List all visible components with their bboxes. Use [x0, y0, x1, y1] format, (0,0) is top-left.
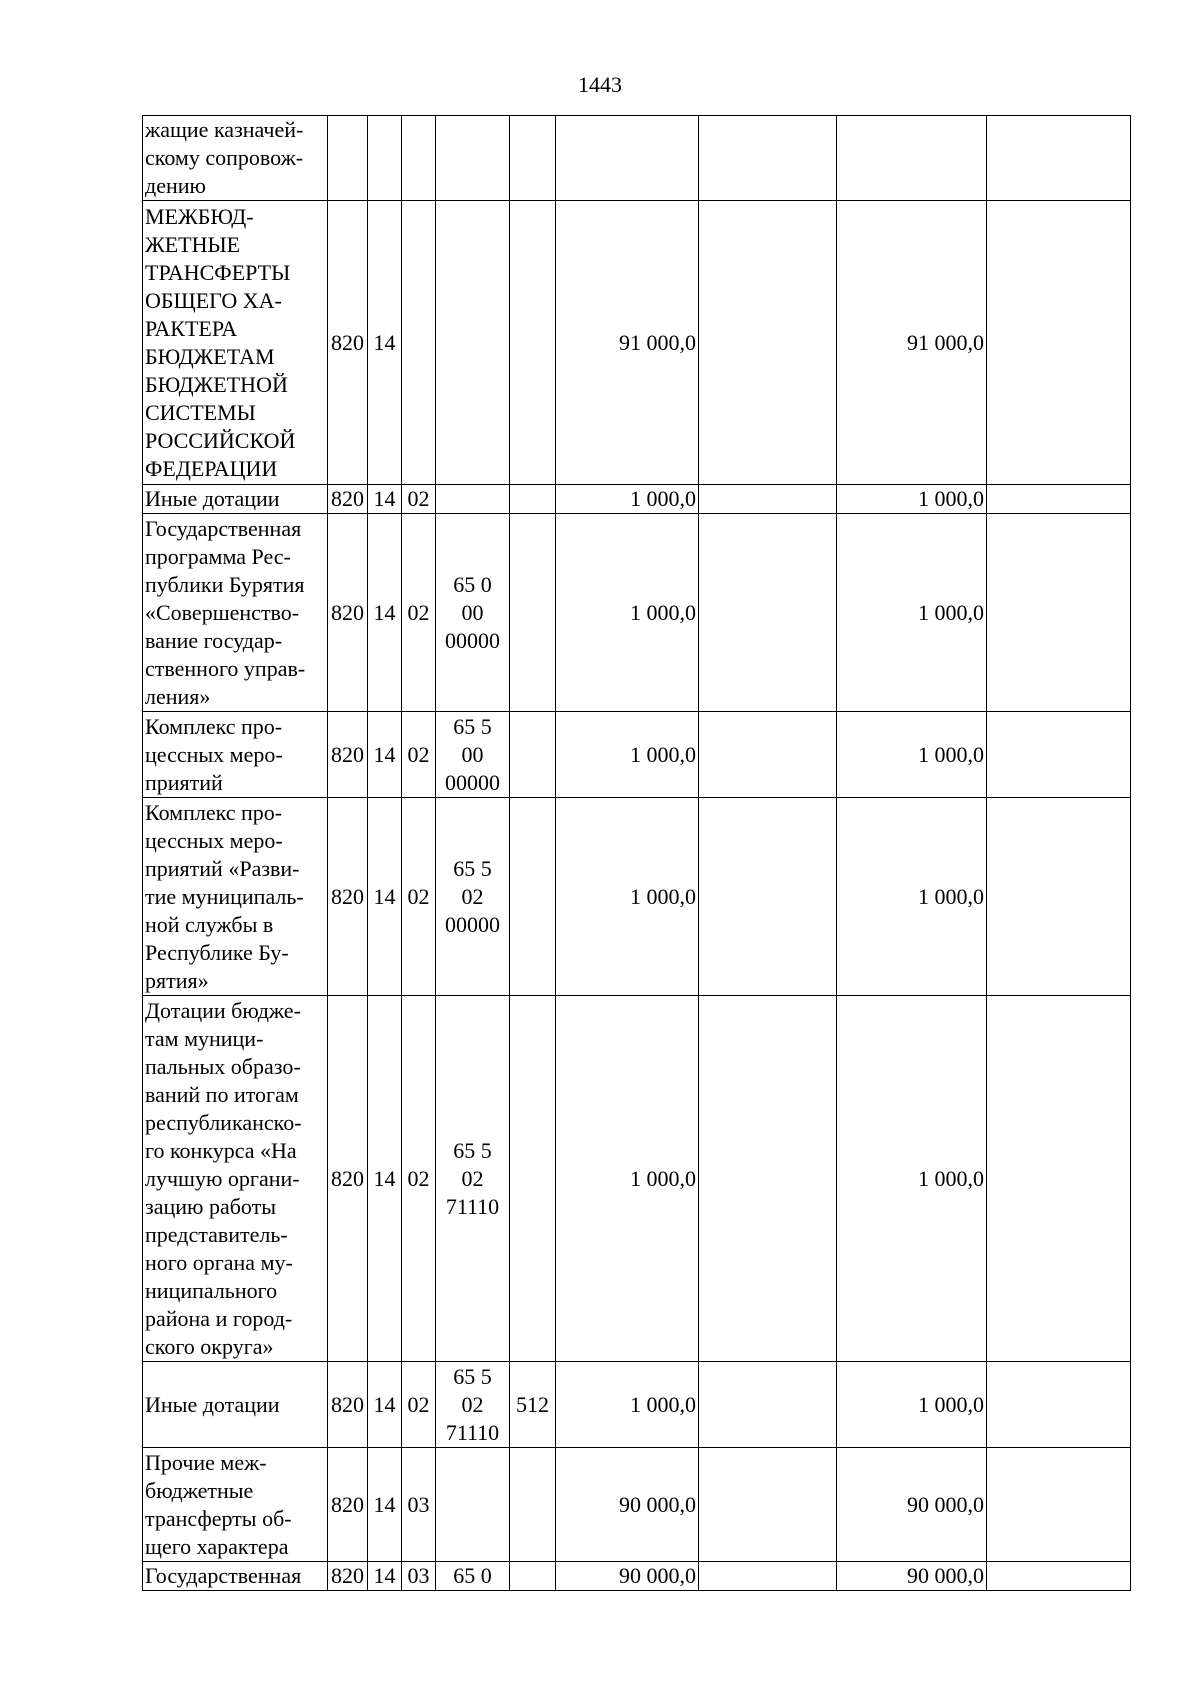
name-line: тие муниципаль-: [145, 883, 304, 909]
row-name-cell: [143, 116, 328, 201]
name-line: Государственная: [145, 1563, 302, 1588]
row-name-cell: [143, 712, 328, 798]
pr-cell: 02: [402, 1362, 436, 1448]
col-7-cell: [699, 485, 837, 514]
vr-cell: [510, 514, 556, 712]
name-line: лучшую органи-: [145, 1165, 300, 1191]
sum-1-cell: [556, 116, 699, 201]
name-line: Республике Бу-: [145, 939, 289, 965]
page-number: 1443: [578, 72, 622, 97]
vr-cell: [510, 1562, 556, 1591]
col-7-cell: [699, 116, 837, 201]
col-9-cell: [987, 712, 1131, 798]
sum-1-cell: 1 000,0: [556, 712, 699, 798]
name-line: ФЕДЕРАЦИИ: [145, 455, 278, 481]
csr-line: 02: [461, 1165, 484, 1191]
name-line: МЕЖБЮД-: [145, 203, 254, 229]
rz-cell: 14: [368, 201, 402, 485]
pr-cell: 02: [402, 996, 436, 1362]
row-name-cell: [143, 1362, 328, 1448]
col-7-cell: [699, 798, 837, 996]
sum-2-cell: 1 000,0: [837, 996, 987, 1362]
col-7-cell: [699, 996, 837, 1362]
name-line: рятия»: [145, 967, 209, 993]
name-line: Комплекс про-: [145, 799, 283, 825]
col-9-cell: [987, 798, 1131, 996]
vr-cell: [510, 485, 556, 514]
vr-cell: [510, 798, 556, 996]
pr-cell: 03: [402, 1448, 436, 1562]
name-line: Государственная: [145, 515, 302, 541]
ved-cell: [328, 116, 368, 201]
rz-cell: 14: [368, 798, 402, 996]
name-line: Иные дотации: [145, 1391, 280, 1417]
name-line: Иные дотации: [145, 486, 280, 511]
name-line: ной службы в: [145, 911, 274, 937]
row-name-cell: [143, 514, 328, 712]
name-line: ственного управ-: [145, 655, 306, 681]
col-9-cell: [987, 1362, 1131, 1448]
csr-line: 00: [461, 599, 484, 625]
csr-line: 71110: [445, 1193, 500, 1219]
csr-cell: [436, 712, 510, 798]
name-line: зацию работы: [145, 1193, 277, 1219]
name-line: Дотации бюдже-: [145, 997, 301, 1023]
col-7-cell: [699, 712, 837, 798]
sum-1-cell: 1 000,0: [556, 514, 699, 712]
name-line: дению: [145, 173, 206, 198]
col-7-cell: [699, 1362, 837, 1448]
ved-cell: 820: [328, 798, 368, 996]
col-9-cell: [987, 116, 1131, 201]
sum-1-cell: 90 000,0: [556, 1448, 699, 1562]
col-7-cell: [699, 201, 837, 485]
name-line: ваний по итогам: [145, 1081, 299, 1107]
csr-line: 00000: [445, 911, 500, 937]
name-line: скому сопровож-: [145, 145, 304, 170]
csr-cell: [436, 1362, 510, 1448]
ved-cell: 820: [328, 712, 368, 798]
rz-cell: 14: [368, 1562, 402, 1591]
name-line: щего характера: [145, 1533, 289, 1559]
sum-2-cell: 1 000,0: [837, 1362, 987, 1448]
pr-cell: 03: [402, 1562, 436, 1591]
csr-cell: [436, 514, 510, 712]
csr-cell: [436, 201, 510, 485]
col-7-cell: [699, 1562, 837, 1591]
rz-cell: [368, 116, 402, 201]
sum-2-cell: 90 000,0: [837, 1562, 987, 1591]
budget-table: [142, 115, 1131, 1591]
table-row: [143, 798, 1131, 996]
name-line: приятий: [145, 769, 223, 795]
col-7-cell: [699, 1448, 837, 1562]
sum-2-cell: 1 000,0: [837, 514, 987, 712]
sum-1-cell: 1 000,0: [556, 1362, 699, 1448]
csr-cell: [436, 485, 510, 514]
csr-cell: [436, 798, 510, 996]
ved-cell: 820: [328, 1362, 368, 1448]
vr-cell: [510, 712, 556, 798]
pr-cell: [402, 116, 436, 201]
name-line: го конкурса «На: [145, 1137, 297, 1163]
name-line: Прочие меж-: [145, 1449, 267, 1475]
csr-line: 65 0: [453, 1563, 492, 1588]
row-name-cell: [143, 996, 328, 1362]
vr-cell: [510, 1448, 556, 1562]
name-line: там муници-: [145, 1025, 264, 1051]
sum-2-cell: 1 000,0: [837, 712, 987, 798]
vr-cell: [510, 116, 556, 201]
name-line: публики Бурятия: [145, 571, 305, 597]
csr-line: 02: [461, 883, 484, 909]
sum-1-cell: 91 000,0: [556, 201, 699, 485]
pr-cell: 02: [402, 485, 436, 514]
table-row: [143, 1448, 1131, 1562]
name-line: вание государ-: [145, 627, 283, 653]
csr-line: 00000: [445, 627, 500, 653]
table-row: [143, 485, 1131, 514]
name-line: ТРАНСФЕРТЫ: [145, 259, 291, 285]
name-line: БЮДЖЕТАМ: [145, 343, 275, 369]
name-line: цессных меро-: [145, 741, 283, 767]
csr-cell: [436, 1562, 510, 1591]
row-name-cell: [143, 1562, 328, 1591]
name-line: БЮДЖЕТНОЙ: [145, 371, 288, 397]
pr-cell: 02: [402, 798, 436, 996]
csr-line: 71110: [445, 1419, 500, 1445]
rz-cell: 14: [368, 996, 402, 1362]
ved-cell: 820: [328, 996, 368, 1362]
sum-2-cell: 90 000,0: [837, 1448, 987, 1562]
csr-line: 00: [461, 741, 484, 767]
csr-line: 65 5: [453, 1137, 492, 1163]
name-line: бюджетные: [145, 1477, 254, 1503]
name-line: ниципального: [145, 1277, 278, 1303]
csr-line: 65 5: [453, 855, 492, 881]
csr-cell: [436, 116, 510, 201]
csr-line: 65 5: [453, 713, 492, 739]
col-9-cell: [987, 485, 1131, 514]
csr-line: 65 5: [453, 1363, 492, 1389]
csr-cell: [436, 996, 510, 1362]
pr-cell: 02: [402, 712, 436, 798]
table-row: [143, 712, 1131, 798]
ved-cell: 820: [328, 514, 368, 712]
table-row: [143, 1362, 1131, 1448]
ved-cell: 820: [328, 1562, 368, 1591]
name-line: ОБЩЕГО ХА-: [145, 287, 282, 313]
col-9-cell: [987, 996, 1131, 1362]
col-7-cell: [699, 514, 837, 712]
row-name-cell: [143, 201, 328, 485]
csr-line: 02: [461, 1391, 484, 1417]
name-line: жащие казначей-: [145, 117, 304, 142]
table-row: [143, 996, 1131, 1362]
name-line: ного органа му-: [145, 1249, 293, 1275]
name-line: Комплекс про-: [145, 713, 283, 739]
table-row: [143, 1562, 1131, 1591]
name-line: представитель-: [145, 1221, 288, 1247]
rz-cell: 14: [368, 514, 402, 712]
sum-1-cell: 1 000,0: [556, 798, 699, 996]
name-line: района и город-: [145, 1305, 293, 1331]
name-line: ления»: [145, 683, 211, 709]
ved-cell: 820: [328, 485, 368, 514]
rz-cell: 14: [368, 1448, 402, 1562]
sum-1-cell: 1 000,0: [556, 485, 699, 514]
sum-1-cell: 1 000,0: [556, 996, 699, 1362]
name-line: цессных меро-: [145, 827, 283, 853]
vr-cell: 512: [510, 1362, 556, 1448]
ved-cell: 820: [328, 201, 368, 485]
csr-cell: [436, 1448, 510, 1562]
row-name-cell: [143, 485, 328, 514]
name-line: РОССИЙСКОЙ: [145, 427, 296, 453]
table-row: [143, 201, 1131, 485]
name-line: РАКТЕРА: [145, 315, 238, 341]
name-line: республиканско-: [145, 1109, 302, 1135]
table-body: [143, 116, 1131, 1591]
table-row: [143, 514, 1131, 712]
ved-cell: 820: [328, 1448, 368, 1562]
row-name-cell: [143, 1448, 328, 1562]
table-row: [143, 116, 1131, 201]
vr-cell: [510, 996, 556, 1362]
csr-line: 65 0: [453, 571, 492, 597]
vr-cell: [510, 201, 556, 485]
pr-cell: 02: [402, 514, 436, 712]
name-line: «Совершенство-: [145, 599, 300, 625]
rz-cell: 14: [368, 1362, 402, 1448]
name-line: приятий «Разви-: [145, 855, 300, 881]
name-line: СИСТЕМЫ: [145, 399, 256, 425]
rz-cell: 14: [368, 712, 402, 798]
col-9-cell: [987, 201, 1131, 485]
sum-1-cell: 90 000,0: [556, 1562, 699, 1591]
sum-2-cell: 91 000,0: [837, 201, 987, 485]
csr-line: 00000: [445, 769, 500, 795]
name-line: ЖЕТНЫЕ: [145, 231, 241, 257]
name-line: пальных образо-: [145, 1053, 301, 1079]
sum-2-cell: 1 000,0: [837, 485, 987, 514]
name-line: трансферты об-: [145, 1505, 292, 1531]
pr-cell: [402, 201, 436, 485]
rz-cell: 14: [368, 485, 402, 514]
name-line: ского округа»: [145, 1333, 274, 1359]
col-9-cell: [987, 514, 1131, 712]
col-9-cell: [987, 1448, 1131, 1562]
name-line: программа Рес-: [145, 543, 291, 569]
sum-2-cell: 1 000,0: [837, 798, 987, 996]
sum-2-cell: [837, 116, 987, 201]
col-9-cell: [987, 1562, 1131, 1591]
row-name-cell: [143, 798, 328, 996]
